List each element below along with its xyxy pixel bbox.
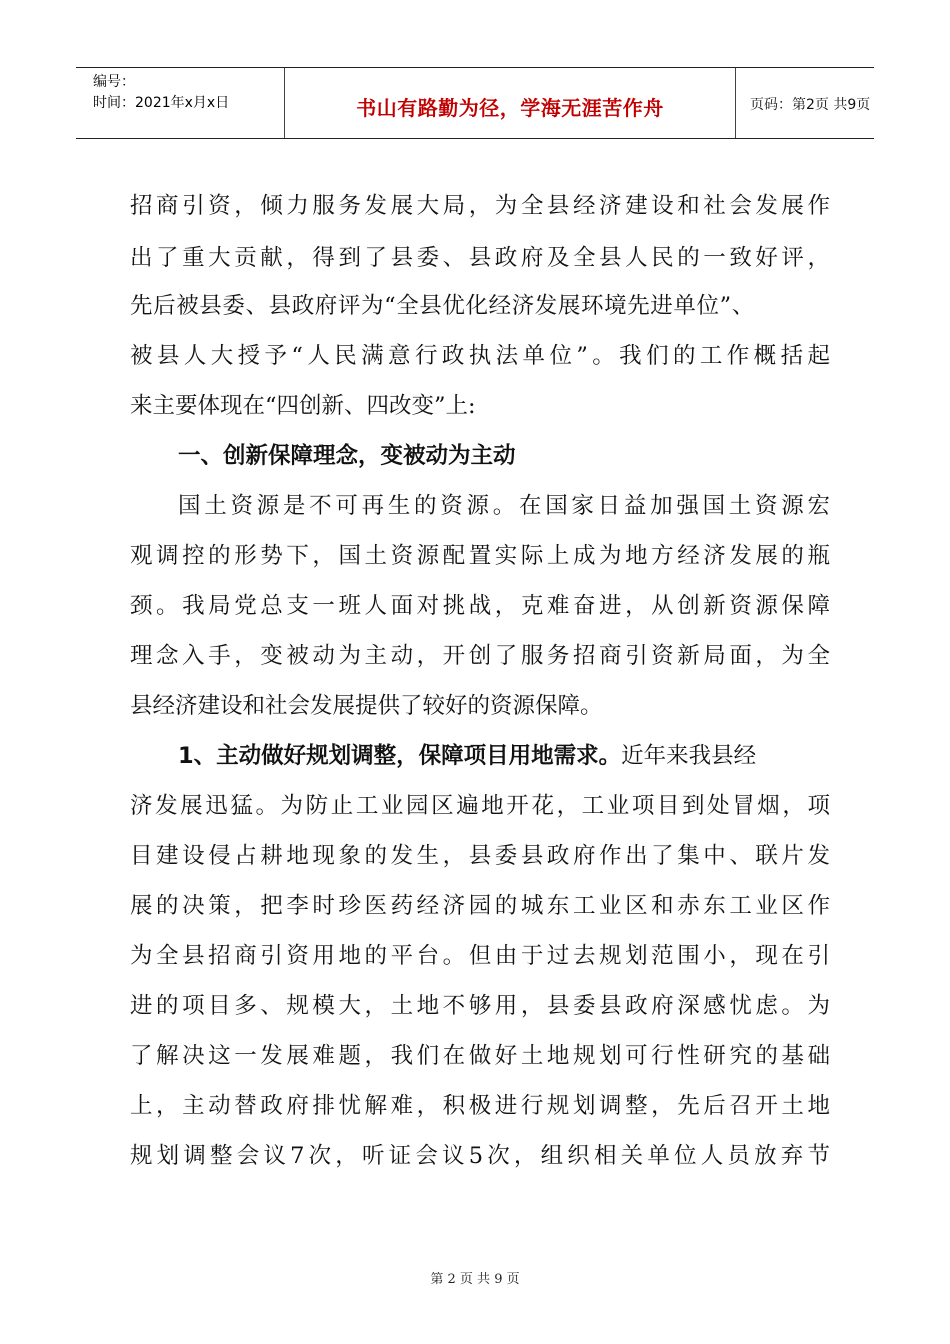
text-line: 展的决策，把李时珍医药经济园的城东工业区和赤东工业区作	[130, 893, 830, 919]
header-right-cell	[736, 68, 874, 138]
subsection-line	[178, 736, 830, 776]
text-line: 进的项目多、规模大，土地不够用，县委县政府深感忧虑。为	[130, 993, 830, 1019]
number-label: 编号：	[93, 74, 135, 90]
time-label: 时间：2021年x月x日	[93, 95, 230, 111]
text-line: 来主要体现在“四创新、四改变”上:	[130, 393, 476, 419]
text-line: 先后被县委、县政府评为“全县优化经济发展环境先进单位”、	[130, 293, 755, 319]
page-code: 页码：第2页 共9页	[750, 97, 871, 113]
text-line: 为全县招商引资用地的平台。但由于过去规划范围小，现在引	[130, 943, 830, 969]
text-line: 济发展迅猛。为防止工业园区遍地开花，工业项目到处冒烟，项	[130, 793, 830, 819]
text-line: 规划调整会议7次，听证会议5次，组织相关单位人员放弃节	[130, 1143, 830, 1169]
header-left-cell	[76, 68, 284, 138]
text-line: 被县人大授予“人民满意行政执法单位”。我们的工作概括起	[130, 343, 830, 369]
text-line: 招商引资，倾力服务发展大局，为全县经济建设和社会发展作	[130, 193, 830, 219]
header-table	[76, 67, 874, 139]
text-line: 上，主动替政府排忧解难，积极进行规划调整，先后召开土地	[130, 1093, 830, 1119]
text-span: 近年来我县经	[621, 743, 757, 769]
text-line: 出了重大贡献，得到了县委、县政府及全县人民的一致好评，	[130, 245, 830, 271]
subsection-heading: 1、主动做好规划调整，保障项目用地需求。	[178, 743, 622, 769]
page-footer: 第 2 页 共 9 页	[430, 1272, 520, 1287]
text-line: 理念入手，变被动为主动，开创了服务招商引资新局面，为全	[130, 643, 830, 669]
text-line: 目建设侵占耕地现象的发生，县委县政府作出了集中、联片发	[130, 843, 830, 869]
header-mid-cell	[284, 68, 736, 138]
text-line: 观调控的形势下，国土资源配置实际上成为地方经济发展的瓶	[130, 543, 830, 569]
text-line: 国土资源是不可再生的资源。在国家日益加强国土资源宏	[178, 493, 830, 519]
text-line: 了解决这一发展难题，我们在做好土地规划可行性研究的基础	[130, 1043, 830, 1069]
motto: 书山有路勤为径，学海无涯苦作舟	[356, 96, 664, 120]
section-heading: 一、创新保障理念，变被动为主动	[178, 443, 516, 469]
text-line: 颈。我局党总支一班人面对挑战，克难奋进，从创新资源保障	[130, 593, 830, 619]
text-line: 县经济建设和社会发展提供了较好的资源保障。	[130, 693, 603, 719]
